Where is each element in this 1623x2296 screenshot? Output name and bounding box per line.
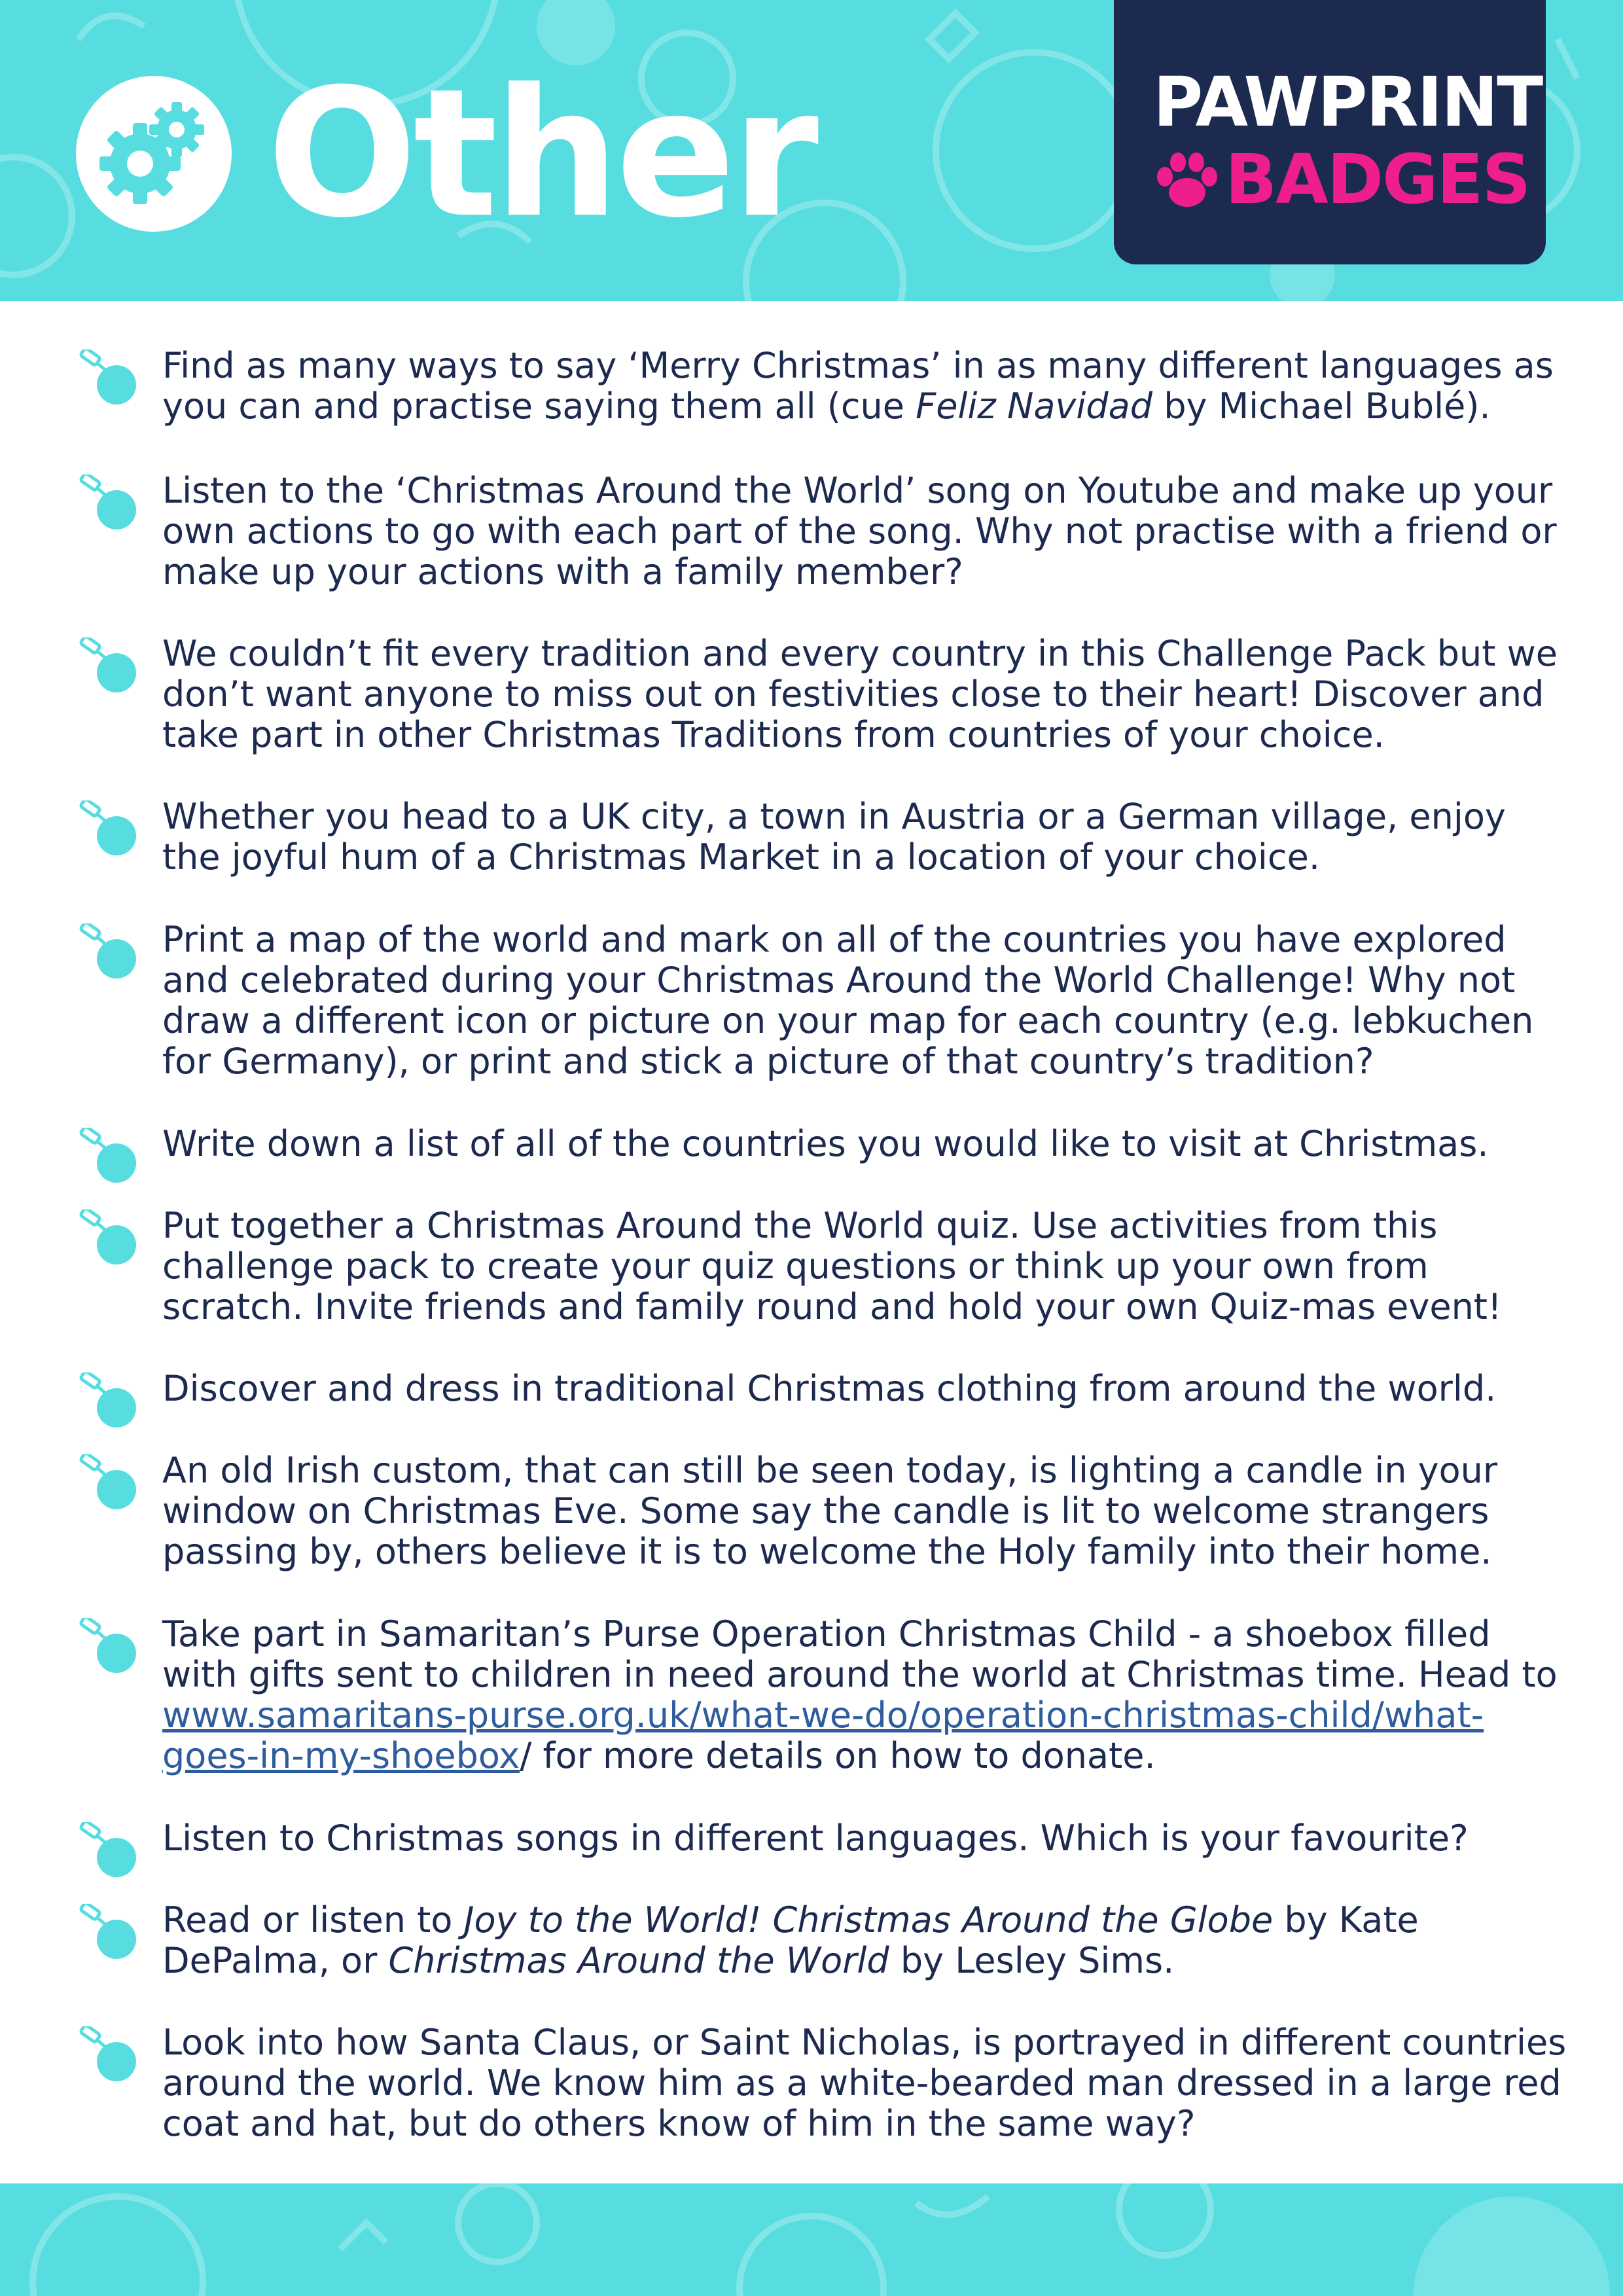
item-text: Put together a Christmas Around the World quiz. Use activities from this challenge pack to create your quiz questions or think up your own from scratch. Invite friends and family round and hold your own Quiz-mas event! [162, 1205, 1502, 1327]
bauble-icon [76, 1904, 141, 1963]
bauble-icon [76, 1372, 141, 1431]
item-text: Listen to the ‘Christmas Around the World’ song on Youtube and make up your own actions to go with each part of the song. Why not practise with a friend or make up your actions with a family member? [162, 470, 1557, 592]
item-text: We couldn’t fit every tradition and every country in this Challenge Pack but we don’t want anyone to miss out on festivities close to their heart! Discover and take part in other Christmas Traditions from countries of your choice. [162, 633, 1558, 755]
bauble-icon [76, 1210, 141, 1268]
item-text: Take part in Samaritan’s Purse Operation Christmas Child - a shoebox filled with gifts sent to children in need around the world at Christmas time. Head to www.samaritans-purse.org.uk/what-we-do/operation-christmas-child/what-goes-in-my-shoebox/ for more details on how to donate. [162, 1613, 1558, 1776]
item-text: Write down a list of all of the countries you would like to visit at Christmas. [162, 1123, 1489, 1164]
bauble-icon [76, 1822, 141, 1881]
item-text: Read or listen to Joy to the World! Christmas Around the Globe by Kate DePalma, or Christmas Around the World by Lesley Sims. [162, 1899, 1419, 1981]
item-text: Discover and dress in traditional Christmas clothing from around the world. [162, 1368, 1497, 1409]
item-text: Look into how Santa Claus, or Saint Nicholas, is portrayed in different countries around the world. We know him as a white-bearded man dressed in a large red coat and hat, but do others know of him in the same way? [162, 2022, 1567, 2144]
bauble-icon [76, 350, 141, 408]
bauble-icon [76, 637, 141, 696]
item-text: Listen to Christmas songs in different languages. Which is your favourite? [162, 1818, 1469, 1859]
item-text: Find as many ways to say ‘Merry Christmas’ in as many different languages as you can and practise saying them all (cue Feliz Navidad by Michael Bublé). [162, 345, 1554, 427]
item-text: Print a map of the world and mark on all of the countries you have explored and celebrated during your Christmas Around the World Challenge! Why not draw a different icon or picture on your map for each country (e.g. lebkuchen for Germany), or print and stick a picture of that country’s tradition? [162, 919, 1534, 1082]
bauble-icon [76, 475, 141, 533]
samaritans-purse-link[interactable]: www.samaritans-purse.org.uk/what-we-do/operation-christmas-child/what-goes-in-my-shoebox [162, 1695, 1484, 1776]
logo-line1: PAWPRINT [1153, 62, 1543, 142]
bauble-icon [76, 1128, 141, 1187]
bauble-icon [76, 924, 141, 982]
footer-banner [0, 2183, 1623, 2296]
item-text: Whether you head to a UK city, a town in Austria or a German village, enjoy the joyful hum of a Christmas Market in a location of your choice. [162, 796, 1506, 878]
bauble-icon [76, 800, 141, 859]
bauble-icon [76, 1618, 141, 1677]
logo-line2: BADGES [1225, 139, 1530, 219]
bauble-icon [76, 2026, 141, 2085]
page-title: Other [267, 50, 815, 257]
item-text: An old Irish custom, that can still be seen today, is lighting a candle in your window on Christmas Eve. Some say the candle is lit to welcome strangers passing by, others believe it is to welcome the Holy family into their home. [162, 1450, 1498, 1572]
bauble-icon [76, 1454, 141, 1513]
bauble-pattern-decoration [0, 2183, 1623, 2296]
